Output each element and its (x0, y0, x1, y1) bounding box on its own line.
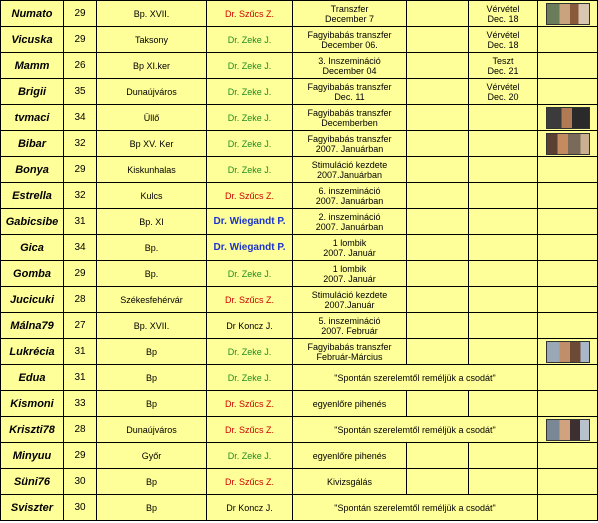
age-cell: 35 (64, 79, 97, 105)
photo-cell (538, 469, 598, 495)
table-row (1, 313, 598, 339)
nickname-cell: Kismoni (1, 391, 64, 417)
status-cell (293, 339, 407, 365)
city-cell: Bp. XI (97, 209, 207, 235)
status-line: Fagyibabás transzfer (307, 133, 392, 144)
table-row (1, 105, 598, 131)
city-cell: Bp (97, 339, 207, 365)
photo-cell (538, 1, 598, 27)
nickname-cell: Minyuu (1, 443, 64, 469)
test-date-cell (469, 157, 538, 183)
nickname-cell: Brigii (1, 79, 64, 105)
status-line: Decemberben (321, 117, 378, 128)
status-cell (293, 105, 407, 131)
table-row (1, 495, 598, 521)
status-cell (293, 313, 407, 339)
nickname-cell: Vicuska (1, 27, 64, 53)
nickname-cell: Edua (1, 365, 64, 391)
blank-cell (407, 1, 469, 27)
test-date-cell (469, 79, 538, 105)
city-cell: Bp. XVII. (97, 1, 207, 27)
nickname-cell: Gabicsibe (1, 209, 64, 235)
test-date-cell (469, 443, 538, 469)
user-photo-thumbnail[interactable] (546, 107, 590, 129)
status-cell (293, 209, 407, 235)
city-cell: Kulcs (97, 183, 207, 209)
status-line: 2007. Januárban (315, 221, 384, 232)
photo-cell (538, 365, 598, 391)
photo-cell (538, 339, 598, 365)
test-date-cell (469, 261, 538, 287)
test-date-cell (469, 235, 538, 261)
user-photo-thumbnail[interactable] (546, 341, 590, 363)
test-date-cell (469, 1, 538, 27)
test-date-cell (469, 53, 538, 79)
nickname-cell: Jucicuki (1, 287, 64, 313)
table-row (1, 235, 598, 261)
doctor-cell: Dr. Zeke J. (207, 157, 293, 183)
status-cell (293, 183, 407, 209)
status-line: Fagyibabás transzfer (307, 107, 392, 118)
test-date-cell (469, 287, 538, 313)
age-cell: 30 (64, 495, 97, 521)
table-row (1, 1, 598, 27)
nickname-cell: Mamm (1, 53, 64, 79)
status-line: 2. inszemináció (318, 211, 381, 222)
city-cell: Üllő (97, 105, 207, 131)
test-date-line: Dec. 20 (487, 91, 519, 102)
status-line: 1 lombik (332, 263, 367, 274)
status-cell (293, 1, 407, 27)
doctor-cell: Dr. Wiegandt P. (207, 235, 293, 261)
doctor-cell: Dr Koncz J. (207, 495, 293, 521)
blank-cell (407, 79, 469, 105)
doctor-cell: Dr. Zeke J. (207, 131, 293, 157)
test-date-cell (469, 131, 538, 157)
table-row (1, 209, 598, 235)
city-cell: Bp. XVII. (97, 313, 207, 339)
test-date-cell (469, 339, 538, 365)
age-cell: 29 (64, 443, 97, 469)
nickname-cell: Numato (1, 1, 64, 27)
status-line: 2007.Január (324, 299, 375, 310)
doctor-cell: Dr. Zeke J. (207, 53, 293, 79)
user-photo-thumbnail[interactable] (546, 3, 590, 25)
status-line: 6. inszemináció (318, 185, 381, 196)
status-line: Transzfer (330, 3, 369, 14)
age-cell: 34 (64, 105, 97, 131)
city-cell: Taksony (97, 27, 207, 53)
user-photo-thumbnail[interactable] (546, 133, 590, 155)
blank-cell (407, 27, 469, 53)
age-cell: 32 (64, 131, 97, 157)
city-cell: Győr (97, 443, 207, 469)
nickname-cell: Gica (1, 235, 64, 261)
city-cell: Kiskunhalas (97, 157, 207, 183)
city-cell: Bp XV. Ker (97, 131, 207, 157)
age-cell: 27 (64, 313, 97, 339)
test-date-line: Teszt (492, 55, 514, 66)
status-line: egyenlőre pihenés (312, 398, 387, 409)
table-row (1, 469, 598, 495)
test-date-line: Vérvétel (486, 29, 520, 40)
test-date-cell (469, 183, 538, 209)
status-line: 2007. Január (323, 273, 376, 284)
doctor-cell: Dr. Szűcs Z. (207, 287, 293, 313)
test-date-line: Vérvétel (486, 81, 520, 92)
age-cell: 26 (64, 53, 97, 79)
test-date-cell (469, 313, 538, 339)
photo-cell (538, 105, 598, 131)
age-cell: 30 (64, 469, 97, 495)
blank-cell (407, 287, 469, 313)
status-line: Fagyibabás transzfer (307, 81, 392, 92)
status-line: 1 lombik (332, 237, 367, 248)
age-cell: 28 (64, 287, 97, 313)
status-line: 2007. Január (323, 247, 376, 258)
nickname-cell: Süni76 (1, 469, 64, 495)
doctor-cell: Dr. Zeke J. (207, 443, 293, 469)
photo-cell (538, 391, 598, 417)
photo-cell (538, 53, 598, 79)
age-cell: 33 (64, 391, 97, 417)
status-cell (293, 261, 407, 287)
nickname-cell: Gomba (1, 261, 64, 287)
table-row (1, 131, 598, 157)
status-line: egyenlőre pihenés (312, 450, 387, 461)
status-line: 3. Inszemináció (318, 55, 381, 66)
photo-cell (538, 417, 598, 443)
doctor-cell: Dr. Szűcs Z. (207, 183, 293, 209)
age-cell: 31 (64, 365, 97, 391)
status-cell (293, 235, 407, 261)
status-line: Stimuláció kezdete (311, 159, 388, 170)
doctor-cell: Dr Koncz J. (207, 313, 293, 339)
photo-cell (538, 287, 598, 313)
status-cell (293, 79, 407, 105)
doctor-cell: Dr. Zeke J. (207, 261, 293, 287)
test-date-cell (469, 105, 538, 131)
status-cell (293, 27, 407, 53)
city-cell: Bp. (97, 235, 207, 261)
status-line: 5. inszemináció (318, 315, 381, 326)
test-date-cell (469, 469, 538, 495)
status-cell (293, 53, 407, 79)
photo-cell (538, 79, 598, 105)
blank-cell (407, 443, 469, 469)
doctor-cell: Dr. Szűcs Z. (207, 417, 293, 443)
doctor-cell: Dr. Zeke J. (207, 339, 293, 365)
blank-cell (407, 391, 469, 417)
doctor-cell: Dr. Zeke J. (207, 365, 293, 391)
table-row (1, 365, 598, 391)
test-date-line: Dec. 21 (487, 65, 519, 76)
test-date-cell (469, 209, 538, 235)
photo-cell (538, 443, 598, 469)
age-cell: 31 (64, 339, 97, 365)
doctor-cell: Dr. Szűcs Z. (207, 391, 293, 417)
status-line: Fagyibabás transzfer (307, 341, 392, 352)
age-cell: 34 (64, 235, 97, 261)
blank-cell (407, 131, 469, 157)
nickname-cell: Málna79 (1, 313, 64, 339)
blank-cell (407, 261, 469, 287)
table-row (1, 53, 598, 79)
city-cell: Bp (97, 469, 207, 495)
blank-cell (407, 235, 469, 261)
city-cell: Bp (97, 365, 207, 391)
table-row (1, 391, 598, 417)
table-row (1, 79, 598, 105)
status-line: Kivizsgálás (326, 476, 373, 487)
table-body (1, 1, 598, 521)
nickname-cell: Bonya (1, 157, 64, 183)
table-row (1, 339, 598, 365)
photo-cell (538, 495, 598, 521)
city-cell: Székesfehérvár (97, 287, 207, 313)
blank-cell (407, 157, 469, 183)
blank-cell (407, 209, 469, 235)
test-date-cell (469, 391, 538, 417)
city-cell: Dunaújváros (97, 417, 207, 443)
status-cell (293, 131, 407, 157)
test-date-line: Dec. 18 (487, 39, 519, 50)
doctor-cell: Dr. Szűcs Z. (207, 469, 293, 495)
photo-cell (538, 157, 598, 183)
nickname-cell: Bibar (1, 131, 64, 157)
age-cell: 29 (64, 1, 97, 27)
test-date-line: Dec. 18 (487, 13, 519, 24)
table-row (1, 261, 598, 287)
blank-cell (407, 53, 469, 79)
blank-cell (407, 313, 469, 339)
photo-cell (538, 131, 598, 157)
age-cell: 29 (64, 27, 97, 53)
status-line: Stimuláció kezdete (311, 289, 388, 300)
photo-cell (538, 261, 598, 287)
status-line: December 06. (321, 39, 378, 50)
age-cell: 29 (64, 157, 97, 183)
nickname-cell: Sviszter (1, 495, 64, 521)
status-line: Dec. 11 (334, 91, 365, 102)
nickname-cell: Lukrécia (1, 339, 64, 365)
table-row (1, 157, 598, 183)
status-line: Fagyibabás transzfer (307, 29, 392, 40)
status-cell (293, 157, 407, 183)
blank-cell (407, 469, 469, 495)
status-line: Február-Március (316, 351, 383, 362)
city-cell: Bp XI.ker (97, 53, 207, 79)
doctor-cell: Dr. Wiegandt P. (207, 209, 293, 235)
age-cell: 32 (64, 183, 97, 209)
blank-cell (407, 183, 469, 209)
status-line: 2007. Januárban (315, 143, 384, 154)
doctor-cell: Dr. Zeke J. (207, 27, 293, 53)
table-row (1, 443, 598, 469)
photo-cell (538, 235, 598, 261)
status-line: 2007. Február (321, 325, 378, 336)
status-cell (293, 469, 407, 495)
status-cell (293, 443, 407, 469)
age-cell: 29 (64, 261, 97, 287)
nickname-cell: Kriszti78 (1, 417, 64, 443)
table-row (1, 183, 598, 209)
photo-cell (538, 313, 598, 339)
photo-cell (538, 27, 598, 53)
status-cell (293, 287, 407, 313)
age-cell: 31 (64, 209, 97, 235)
status-line: 2007.Januárban (316, 169, 383, 180)
nickname-cell: Estrella (1, 183, 64, 209)
blank-cell (407, 105, 469, 131)
blank-cell (407, 339, 469, 365)
table-row (1, 417, 598, 443)
test-date-cell (469, 27, 538, 53)
age-cell: 28 (64, 417, 97, 443)
table-row (1, 287, 598, 313)
city-cell: Dunaújváros (97, 79, 207, 105)
city-cell: Bp. (97, 261, 207, 287)
status-line: 2007. Januárban (315, 195, 384, 206)
user-photo-thumbnail[interactable] (546, 419, 590, 441)
status-cell (293, 391, 407, 417)
table-row (1, 27, 598, 53)
nickname-cell: tvmaci (1, 105, 64, 131)
status-cell: "Spontán szerelemtől reméljük a csodát" (293, 417, 538, 443)
city-cell: Bp (97, 391, 207, 417)
status-line: December 7 (324, 13, 375, 24)
test-date-line: Vérvétel (486, 3, 520, 14)
city-cell: Bp (97, 495, 207, 521)
status-cell: "Spontán szerelemtől reméljük a csodát" (293, 365, 538, 391)
status-cell: "Spontán szerelemtől reméljük a csodát" (293, 495, 538, 521)
doctor-cell: Dr. Zeke J. (207, 79, 293, 105)
doctor-cell: Dr. Szűcs Z. (207, 1, 293, 27)
status-line: December 04 (322, 65, 377, 76)
doctor-cell: Dr. Zeke J. (207, 105, 293, 131)
photo-cell (538, 209, 598, 235)
photo-cell (538, 183, 598, 209)
